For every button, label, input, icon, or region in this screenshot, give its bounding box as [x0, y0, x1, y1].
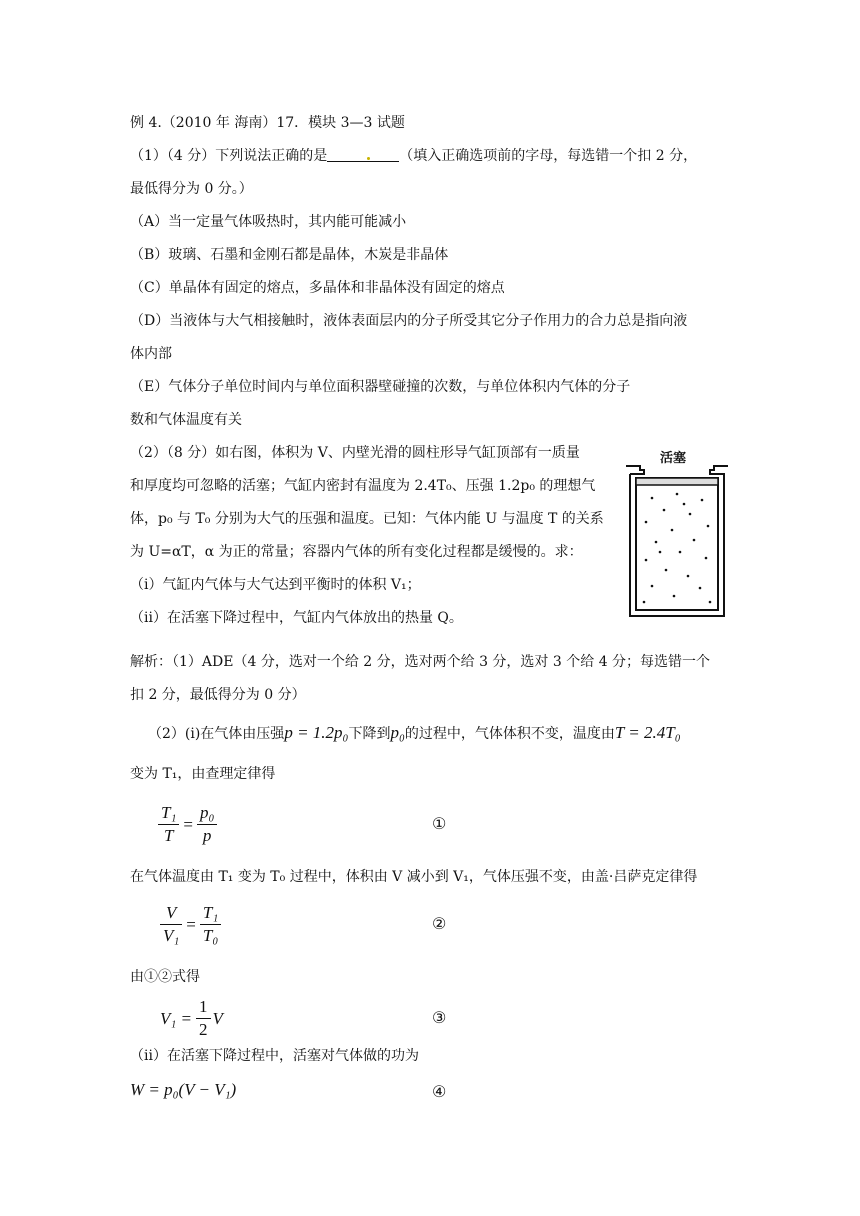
option-e-line2: 数和气体温度有关: [130, 412, 242, 428]
temperature-formula: T = 2.4T₀: [614, 723, 681, 742]
cylinder-figure: [622, 448, 732, 618]
eq2-rhs-fraction: $\frac{\text{T₁}}{\text{T₀}}$: [200, 902, 221, 947]
part2-line4-rest: ，α 为正的常量；容器内气体的所有变化过程都是缓慢的。求：: [190, 544, 583, 560]
solution2-text-a: （2）(i)在气体由压强: [148, 726, 285, 742]
equation-marker-4: ④: [432, 1082, 447, 1101]
eq1-lhs-fraction: $\frac{\text{T₁}}{T}$: [158, 802, 179, 847]
solution2-line2: 变为 T₁，由查理定律得: [130, 766, 276, 782]
cylinder-outer-wall: [630, 466, 728, 616]
part1-line1: [130, 145, 697, 167]
equation-marker-2: ②: [432, 914, 447, 933]
option-e-line1: （E）气体分子单位时间内与单位面积器壁碰撞的次数，与单位体积内气体的分子: [130, 379, 631, 395]
equation-3: V₁ = $\frac{1}{2}$ V: [160, 997, 223, 1039]
question-ii: （ii）在活塞下降过程中，气缸内气体放出的热量 Q。: [130, 610, 463, 626]
part2-line3: 体，p₀ 与 T₀ 分别为大气的压强和温度。已知：气体内能 U 与温度 T 的关系: [130, 511, 604, 527]
equation-2: $\frac{V}{\text{V₁}}$ = $\frac{\text{T₁}}{\text{T₀}}$: [160, 902, 221, 947]
solution2-text-c: 的过程中，气体体积不变，温度由: [404, 726, 615, 742]
gas-molecules: [643, 493, 712, 604]
equation-marker-3: ③: [432, 1008, 447, 1027]
pressure-formula: p = 1.2p₀: [284, 723, 349, 742]
option-b: （B）玻璃、石墨和金刚石都是晶体，木炭是非晶体: [130, 247, 449, 263]
part1-suffix: （填入正确选项前的字母，每选错一个扣 2 分，: [399, 148, 698, 164]
option-d-line1: （D）当液体与大气相接触时，液体表面层内的分子所受其它分子作用力的合力总是指向液: [130, 313, 688, 329]
equation-4: W = p₀(V − V₁): [130, 1080, 237, 1099]
equation-marker-1: ①: [432, 814, 447, 833]
part2-line4: [130, 541, 583, 563]
eq3-fraction: $\frac{1}{2}$: [196, 996, 211, 1041]
option-a: （A）当一定量气体吸热时，其内能可能减小: [130, 214, 407, 230]
example-header: 例 4.（2010 年 海南）17．模块 3—3 试题: [130, 115, 405, 131]
piston-label: 活塞: [660, 451, 687, 466]
internal-energy-formula: 为 U=αT: [130, 544, 191, 560]
solution1-line2: 扣 2 分，最低得分为 0 分）: [130, 687, 306, 703]
solution3: 在气体温度由 T₁ 变为 T₀ 过程中，体积由 V 减小到 V₁，气体压强不变，由盖·吕萨克定律得: [130, 869, 698, 885]
solution5: （ii）在活塞下降过程中，活塞对气体做的功为: [130, 1048, 419, 1064]
answer-blank: [327, 147, 399, 162]
cylinder-inner-wall: [636, 478, 718, 610]
part2-line2: 和厚度均可忽略的活塞；气缸内密封有温度为 2.4T₀、压强 1.2p₀ 的理想气: [130, 478, 596, 494]
option-d-line2: 体内部: [130, 346, 172, 362]
piston: [636, 478, 718, 485]
question-i: （i）气缸内气体与大气达到平衡时的体积 V₁；: [130, 577, 421, 593]
equation-1: $\frac{\text{T₁}}{T}$ = $\frac{\text{p₀}}{p}$: [158, 802, 217, 847]
option-c: （C）单晶体有固定的熔点，多晶体和非晶体没有固定的熔点: [130, 280, 505, 296]
solution4: 由①②式得: [130, 969, 200, 985]
cylinder-outer-wall-left: [626, 466, 644, 474]
part1-prefix: （1）（4 分）下列说法正确的是: [130, 148, 328, 164]
eq1-rhs-fraction: $\frac{\text{p₀}}{p}$: [197, 802, 217, 847]
solution2-text-b: 下降到: [348, 726, 391, 742]
solution2-line1: [148, 720, 681, 747]
eq2-lhs-fraction: $\frac{V}{\text{V₁}}$: [160, 902, 182, 947]
part2-line1: （2）（8 分）如右图，体积为 V、内壁光滑的圆柱形导气缸顶部有一质量: [130, 445, 580, 461]
solution1-line1: 解析：（1）ADE（4 分，选对一个给 2 分，选对两个给 3 分，选对 3 个给 4 分；每选错一个: [130, 654, 711, 670]
atm-pressure-symbol: p₀: [390, 723, 405, 742]
part1-line2: 最低得分为 0 分。）: [130, 181, 253, 197]
